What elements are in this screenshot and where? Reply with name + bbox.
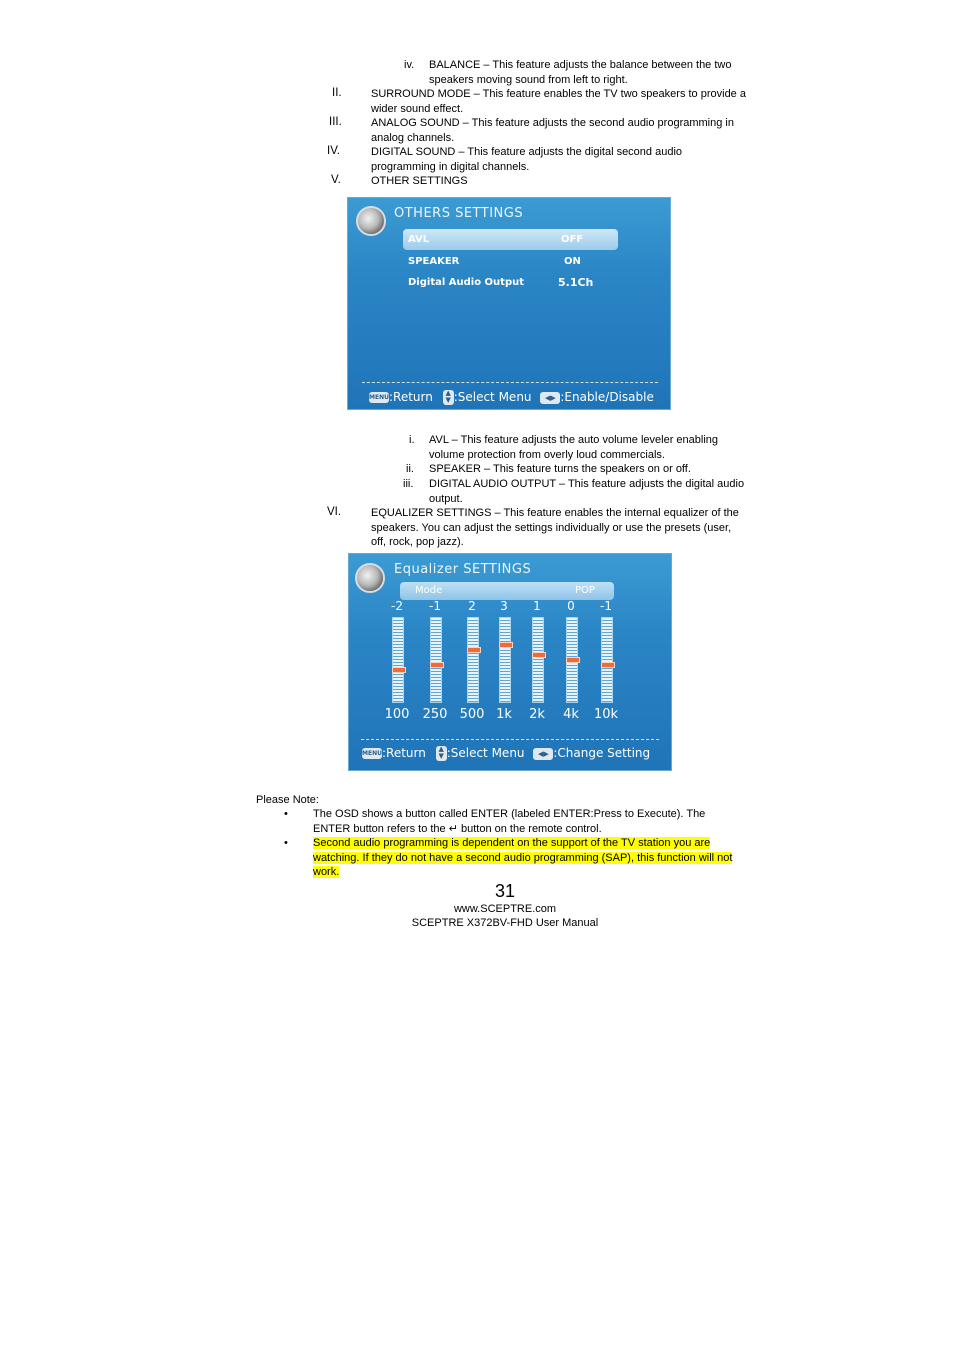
bullet-icon: • (284, 837, 288, 849)
osd-title: OTHERS SETTINGS (394, 206, 524, 221)
digital-audio-output-description: DIGITAL AUDIO OUTPUT – This feature adjusts the digital audio output. (429, 478, 745, 505)
band-frequency: 100 (384, 707, 410, 722)
list-marker: iv. (404, 59, 415, 71)
left-right-key-icon: ◀▶ (540, 392, 560, 404)
digital-audio-output-value: 5.1Ch (558, 276, 594, 289)
balance-description: BALANCE – This feature adjusts the balance between the two speakers moving sound from left to right. (429, 59, 732, 86)
menu-key-icon: MENU (369, 394, 389, 401)
footer-select-menu: :Select Menu (453, 390, 532, 404)
band-slider[interactable] (467, 617, 479, 703)
digital-sound-description: DIGITAL SOUND – This feature adjusts the digital second audio programming in digital channels. (371, 146, 683, 173)
avl-description: AVL – This feature adjusts the auto volume leveler enabling volume protection from overly loud commercials. (429, 434, 719, 461)
mode-label: Mode (415, 585, 443, 596)
menu-key-icon: MENU (362, 750, 382, 757)
band-value: 3 (500, 599, 508, 613)
band-value: 1 (533, 599, 541, 613)
speaker-value: ON (564, 256, 581, 267)
band-slider[interactable] (499, 617, 511, 703)
surround-mode-description: SURROUND MODE – This feature enables the TV two speakers to provide a wider sound effect. (371, 88, 746, 115)
equalizer-settings-description: EQUALIZER SETTINGS – This feature enables the internal equalizer of the speakers. You can adjust the settings individually or use the presets (user, off, rock, pop jazz). (371, 507, 739, 548)
analog-sound-description: ANALOG SOUND – This feature adjusts the second audio programming in analog channels. (371, 117, 734, 144)
divider (361, 739, 659, 740)
avl-value: OFF (561, 234, 584, 245)
sceptre-logo-icon (355, 563, 385, 593)
footer-manual-title: SCEPTRE X372BV-FHD User Manual (411, 917, 599, 929)
speaker-label: SPEAKER (408, 256, 460, 267)
bullet-icon: • (284, 808, 288, 820)
footer-enable-disable: :Enable/Disable (560, 390, 654, 404)
band-slider-knob[interactable] (566, 657, 580, 663)
band-value: -2 (391, 599, 403, 613)
speaker-row[interactable] (403, 254, 618, 270)
band-value: 0 (567, 599, 575, 613)
band-frequency: 2k (529, 707, 545, 722)
list-marker: V. (331, 174, 341, 186)
band-slider[interactable] (532, 617, 544, 703)
band-slider-knob[interactable] (532, 652, 546, 658)
digital-audio-output-row[interactable] (403, 275, 618, 291)
band-slider[interactable] (392, 617, 404, 703)
mode-row[interactable] (400, 582, 614, 600)
up-down-key-icon: ▲ ▼ (436, 746, 447, 761)
speaker-description: SPEAKER – This feature turns the speakers on or off. (429, 463, 691, 475)
up-down-key-icon: ▲ ▼ (443, 390, 454, 405)
sceptre-logo-icon (356, 206, 386, 236)
footer-return: :Return (389, 390, 433, 404)
band-slider-knob[interactable] (392, 667, 406, 673)
avl-row[interactable] (403, 229, 618, 250)
equalizer-settings-screen (348, 553, 672, 771)
left-right-key-icon: ◀▶ (533, 748, 553, 760)
band-slider-knob[interactable] (467, 647, 481, 653)
note-heading: Please Note: (256, 794, 319, 806)
band-slider[interactable] (601, 617, 613, 703)
band-value: 2 (468, 599, 476, 613)
band-frequency: 500 (459, 707, 485, 722)
osd-title: Equalizer SETTINGS (394, 562, 532, 577)
band-slider-knob[interactable] (601, 662, 615, 668)
list-marker: II. (332, 87, 342, 99)
band-frequency: 10k (593, 707, 619, 722)
footer-change-setting: :Change Setting (553, 746, 651, 760)
note-enter-button: The OSD shows a button called ENTER (labeled ENTER:Press to Execute). The ENTER button refers to the ↵ button on the remote control. (313, 808, 706, 835)
osd-footer (369, 390, 654, 405)
note-sap-warning: Second audio programming is dependent on the support of the TV station you are watching. If they do not have a second audio programming (SAP), this function will not work. (313, 837, 733, 878)
band-slider[interactable] (566, 617, 578, 703)
band-slider-knob[interactable] (499, 642, 513, 648)
footer-select-menu: :Select Menu (446, 746, 525, 760)
other-settings-heading: OTHER SETTINGS (371, 175, 468, 187)
list-marker: IV. (327, 145, 341, 157)
list-marker: iii. (403, 478, 414, 490)
page-number: 31 (494, 881, 516, 901)
band-value: -1 (600, 599, 612, 613)
band-value: -1 (429, 599, 441, 613)
list-marker: ii. (406, 463, 414, 475)
band-frequency: 250 (422, 707, 448, 722)
footer-website: www.SCEPTRE.com (453, 903, 557, 915)
divider (362, 382, 658, 383)
list-marker: i. (409, 434, 415, 446)
osd-footer (362, 746, 650, 761)
avl-label: AVL (408, 234, 430, 245)
band-slider-knob[interactable] (430, 662, 444, 668)
band-frequency: 1k (496, 707, 512, 722)
list-marker: III. (329, 116, 342, 128)
footer-return: :Return (382, 746, 426, 760)
list-marker: VI. (327, 506, 342, 518)
others-settings-screen (347, 197, 671, 410)
mode-value: POP (575, 585, 595, 596)
band-frequency: 4k (563, 707, 579, 722)
digital-audio-output-label: Digital Audio Output (408, 277, 525, 288)
band-slider[interactable] (430, 617, 442, 703)
